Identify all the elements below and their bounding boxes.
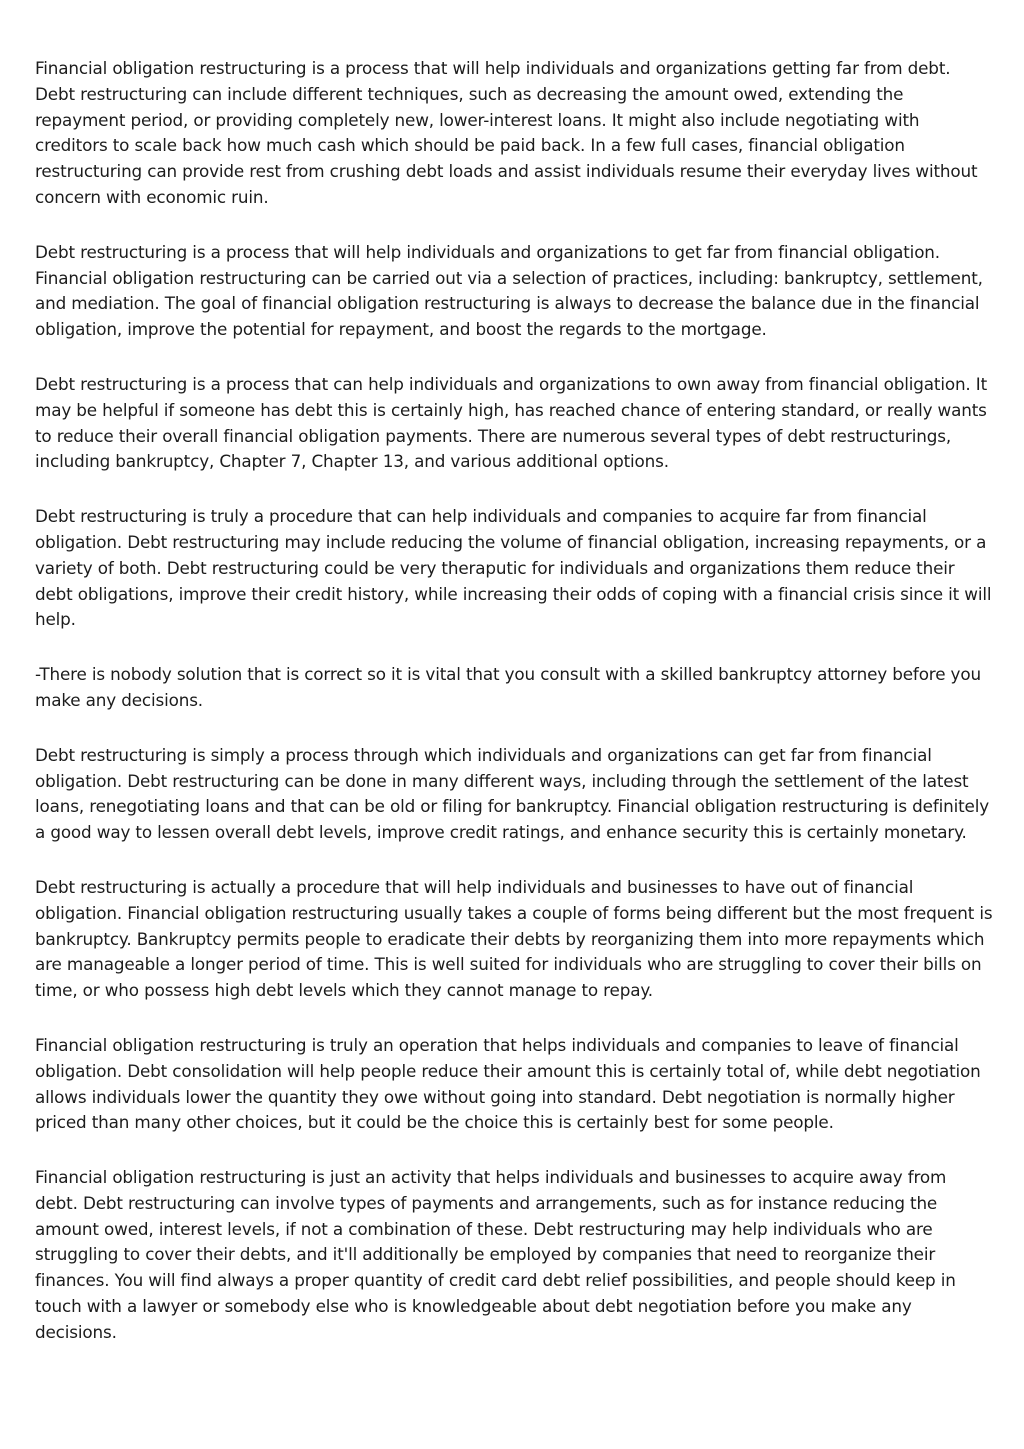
paragraph-9: Financial obligation restructuring is just an activity that helps individuals and businesses to acquire away from debt. Debt restructuring can involve types of payments and arrangements, such as for instance reducing the amount owed, interest levels, if not a combination of these. Debt restructuring may help individuals who are struggling to cover their debts, and it'll additionally be employed by companies that need to reorganize their finances. You will find always a proper quantity of credit card debt relief possibilities, and people should keep in touch with a lawyer or somebody else who is knowledgeable about debt negotiation before you make any decisions.: [35, 1167, 956, 1342]
paragraph-5: -There is nobody solution that is correct so it is vital that you consult with a skilled bankruptcy attorney before you make any decisions.: [35, 664, 981, 710]
paragraph-8: Financial obligation restructuring is truly an operation that helps individuals and companies to leave of financial obligation. Debt consolidation will help people reduce their amount this is certainly total of, while debt negotiation allows individuals lower the quantity they owe without going into standard. Debt negotiation is normally higher priced than many other choices, but it could be the choice this is certainly best for some people.: [35, 1034, 981, 1133]
paragraph-4: Debt restructuring is truly a procedure that can help individuals and companies to acquire far from financial obligation. Debt restructuring may include reducing the volume of financial obligation, increasing repayments, or a variety of both. Debt restructuring could be very theraputic for individuals and organizations them reduce their debt obligations, improve their credit history, while increasing their odds of coping with a financial crisis since it will help.: [35, 506, 992, 630]
paragraph-2: Debt restructuring is a process that will help individuals and organizations to get far from financial obligation. Financial obligation restructuring can be carried out via a selection of practices, including: bankruptcy, settlement, and mediation. The goal of financial obligation restructuring is always to decrease the balance due in the financial obligation, improve the potential for repayment, and boost the regards to the mortgage.: [35, 241, 983, 340]
paragraph-7: Debt restructuring is actually a procedure that will help individuals and businesses to have out of financial obligation. Financial obligation restructuring usually takes a couple of forms being different but the most frequent is bankruptcy. Bankruptcy permits people to eradicate their debts by reorganizing them into more repayments which are manageable a longer period of time. This is well suited for individuals who are struggling to cover their bills on time, or who possess high debt levels which they cannot manage to repay.: [35, 876, 993, 1001]
paragraph-6: Debt restructuring is simply a process through which individuals and organizations can get far from financial obligation. Debt restructuring can be done in many different ways, including through the settlement of the latest loans, renegotiating loans and that can be old or filing for bankruptcy. Financial obligation restructuring is definitely a good way to lessen overall debt levels, improve credit ratings, and enhance security this is certainly monetary.: [35, 744, 989, 843]
document-body: [35, 56, 993, 1375]
paragraph-1: Financial obligation restructuring is a process that will help individuals and organizations getting far from debt. Debt restructuring can include different techniques, such as decreasing the amount owed, extending the repayment period, or providing completely new, lower-interest loans. It might also include negotiating with creditors to scale back how much cash which should be paid back. In a few full cases, financial obligation restructuring can provide rest from crushing debt loads and assist individuals resume their everyday lives without concern with economic ruin.: [35, 58, 978, 207]
paragraph-3: Debt restructuring is a process that can help individuals and organizations to own away from financial obligation. It may be helpful if someone has debt this is certainly high, has reached chance of entering standard, or really wants to reduce their overall financial obligation payments. There are numerous several types of debt restructurings, including bankruptcy, Chapter 7, Chapter 13, and various additional options.: [35, 373, 988, 472]
